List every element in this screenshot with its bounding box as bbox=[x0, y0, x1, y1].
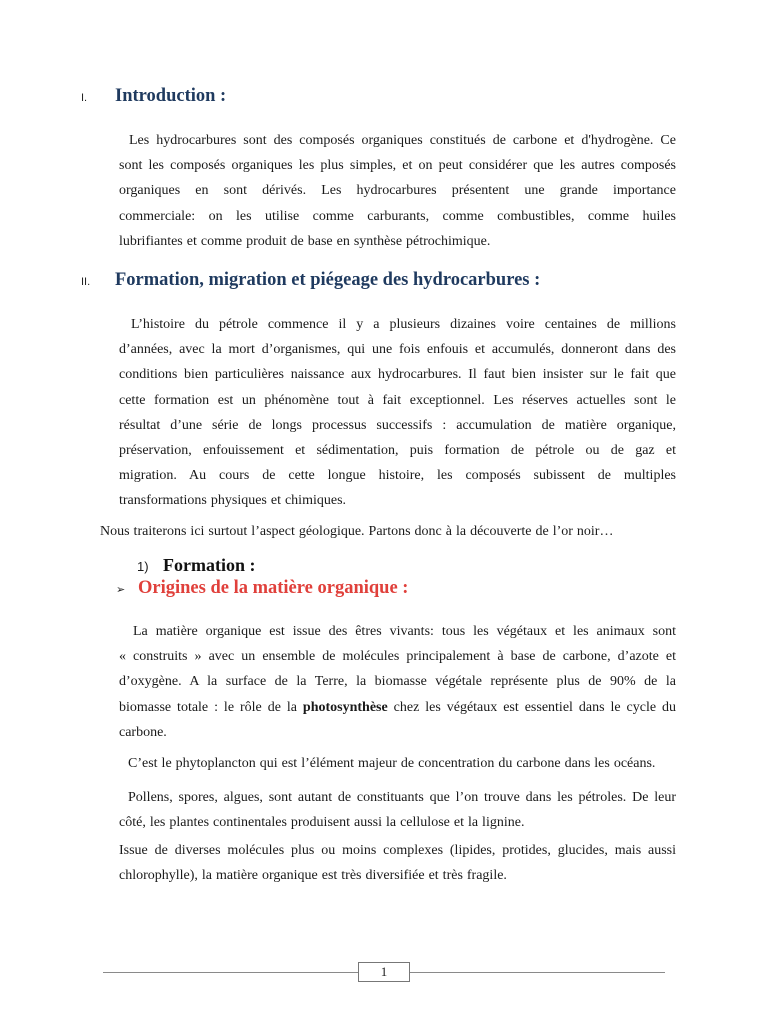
text-line: chlorophylle), la matière organique est très diversifiée et très fragile. bbox=[119, 868, 507, 884]
section-title: Introduction : bbox=[115, 86, 227, 106]
section-number: II. bbox=[81, 276, 91, 288]
intro-paragraph bbox=[119, 128, 676, 254]
geology-paragraph bbox=[100, 519, 676, 544]
text-line: conditions bien particulières naissance aux hydrocarbures. Il faut bien insister sur le fait que bbox=[119, 367, 676, 383]
text-line: lubrifiantes et comme produit de base en synthèse pétrochimique. bbox=[119, 233, 491, 249]
text-line: L’histoire du pétrole commence il y a plusieurs dizaines voire centaines de millions bbox=[131, 317, 676, 332]
text-line: C’est le phytoplancton qui est l’élément majeur de concentration du carbone dans les océans. bbox=[128, 756, 656, 771]
text-line: Nous traiterons ici surtout l’aspect géologique. Partons donc à la découverte de l’or noir… bbox=[100, 524, 614, 539]
footer-rule-left bbox=[103, 972, 358, 973]
text-line: « construits » avec un ensemble de molécules principalement à base de carbone, d’azote et bbox=[119, 649, 676, 665]
text-line: transformations physiques et chimiques. bbox=[119, 493, 347, 509]
footer-rule-right bbox=[410, 972, 665, 973]
subsection-number: 1) bbox=[137, 559, 149, 574]
issue-paragraph bbox=[119, 838, 676, 888]
text-run: biomasse totale : le rôle de la bbox=[119, 699, 303, 715]
text-line: La matière organique est issue des êtres vivants: tous les végétaux et les animaux sont bbox=[133, 624, 676, 639]
text-line bbox=[119, 695, 676, 720]
text-line: Les hydrocarbures sont des composés organiques constitués de carbone et d'hydrogène. Ce bbox=[129, 133, 676, 148]
text-line: d’années, avec la mort d’organismes, qui une fois enfouis et accumulés, donneront dans des bbox=[119, 342, 676, 358]
subsection-heading bbox=[137, 555, 255, 576]
text-line: organiques en sont dérivés. Les hydrocarbures présentent une grande importance bbox=[119, 183, 676, 199]
history-paragraph bbox=[119, 312, 676, 514]
organic-paragraph bbox=[119, 619, 676, 745]
text-line: résultat d’une série de longs processus successifs : accumulation de matière organique, bbox=[119, 417, 676, 433]
text-line: cette formation est un phénomène tout à fait exceptionnel. Les réserves actuelles sont le bbox=[119, 392, 676, 408]
text-line: sont les composés organiques les plus simples, et on peut considérer que les autres composés bbox=[119, 158, 676, 174]
section-heading-formation bbox=[81, 270, 540, 291]
text-line: carbone. bbox=[119, 724, 167, 740]
pollen-paragraph bbox=[119, 785, 676, 835]
text-line: commerciale: on les utilise comme carburants, comme combustibles, comme huiles bbox=[119, 208, 676, 224]
bold-term: photosynthèse bbox=[302, 699, 388, 715]
text-line: Pollens, spores, algues, sont autant de constituants que l’on trouve dans les pétroles. De leur bbox=[128, 790, 676, 805]
text-line: migration. Au cours de cette longue histoire, les composés subissent de multiples bbox=[119, 468, 676, 484]
text-line: Issue de diverses molécules plus ou moins complexes (lipides, protides, glucides, mais aussi bbox=[119, 843, 676, 858]
text-line: d’oxygène. A la surface de la Terre, la biomasse végétale représente plus de 90% de la bbox=[119, 674, 676, 690]
arrow-bullet-icon: ➢ bbox=[116, 583, 126, 596]
phyto-paragraph bbox=[119, 751, 676, 776]
bullet-title: Origines de la matière organique : bbox=[138, 578, 409, 598]
section-title: Formation, migration et piégeage des hydrocarbures : bbox=[115, 270, 541, 290]
subsection-title: Formation : bbox=[163, 555, 256, 575]
text-line: côté, les plantes continentales produisent aussi la cellulose et la lignine. bbox=[119, 815, 525, 831]
text-line: préservation, enfouissement et sédimentation, puis formation de pétrole ou de gaz et bbox=[119, 443, 676, 459]
section-heading-intro bbox=[81, 86, 226, 107]
bullet-heading bbox=[116, 578, 408, 599]
section-number: I. bbox=[81, 92, 88, 104]
page-number: 1 bbox=[358, 962, 410, 982]
text-run: chez les végétaux est essentiel dans le cycle du bbox=[387, 699, 676, 715]
